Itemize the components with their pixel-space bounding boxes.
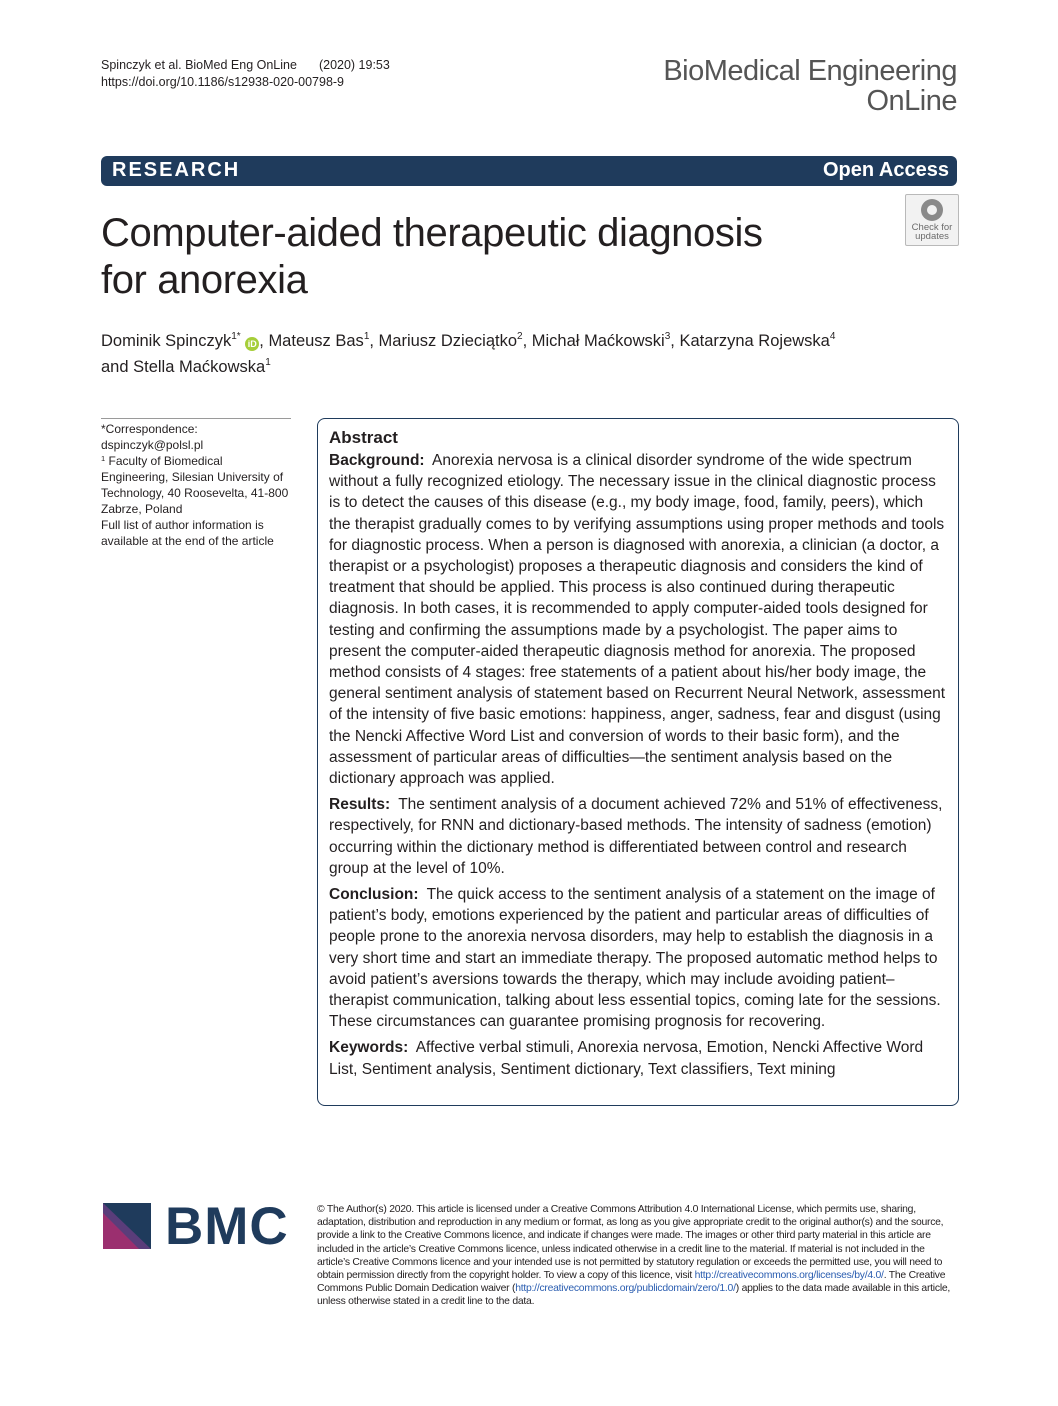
check-for-updates-badge[interactable] [905,194,959,246]
bmc-logo [103,1197,298,1256]
open-access-label: Open Access [823,159,949,181]
abstract-heading: Abstract [329,428,398,447]
abstract-box [317,418,959,1106]
keywords-label: Keywords: [329,1039,409,1057]
citation-year-volume: (2020) 19:53 [318,58,390,72]
check-updates-line2: updates [915,231,949,242]
abstract-conclusion [329,884,947,1032]
bmc-logo-mark-icon [103,1203,153,1251]
license-link-cc-by[interactable]: http://creativecommons.org/licenses/by/4.0/ [694,1270,884,1282]
license-text-2: . The Creative Commons Public Domain Dedication waiver ( [317,1270,946,1295]
citation-authors-journal: Spinczyk et al. BioMed Eng OnLine [101,58,297,72]
affiliation-text: Faculty of Biomedical Engineering, Silesian University of Technology, 40 Roosevelta, 41-800 Zabrze, Poland [101,454,289,516]
section-banner [101,156,957,186]
license-link-cc0[interactable]: http://creativecommons.org/publicdomain/zero/1.0/ [515,1283,736,1295]
results-label: Results: [329,796,391,814]
authors-and: and [101,358,129,376]
license-notice [317,1203,959,1309]
author-name: Mariusz Dzieciątko [378,332,518,350]
journal-name [663,56,957,116]
correspondence-sidebar [101,421,291,549]
results-text: The sentiment analysis of a document achieved 72% and 51% of effectiveness, respectively, for RNN and dictionary-based methods. The intensity of sadness (emotion) occurring within the dictionary method is differentiated between control and research group at the level of 10%. [329,796,943,877]
author-name: Katarzyna Rojewska [679,332,830,350]
affiliation-sup: 1 [101,454,106,463]
author-name: Michał Maćkowski [531,332,665,350]
citation-doi[interactable]: https://doi.org/10.1186/s12938-020-00798-9 [101,75,345,89]
author-name: Mateusz Bas [268,332,364,350]
journal-name-line1: BioMedical Engineering [663,55,957,87]
abstract-background [329,450,947,789]
keywords-text: Affective verbal stimuli, Anorexia nervosa, Emotion, Nencki Affective Word List, Sentiment analysis, Sentiment dictionary, Text classifiers, Text mining [329,1039,924,1078]
section-label: RESEARCH [112,159,241,181]
abstract-results [329,794,947,879]
conclusion-label: Conclusion: [329,886,419,904]
author-info-note: Full list of author information is available at the end of the article [101,518,274,548]
check-updates-icon [921,199,943,221]
license-text-1: © The Author(s) 2020. This article is licensed under a Creative Commons Attribution 4.0 International License, which permits use, sharing, adaptation, distribution and reproduction in any medium or format, as long as you give appropriate credit to the original author(s) and the source, provide a link to the Creative Commons licence, and indicate if changes were made. The images or other third party material in this article are included in the article’s Creative Commons licence, unless indicated otherwise in a credit line to the material. If material is not included in the article’s Creative Commons licence and your intended use is not permitted by statutory regulation or exceeds the permitted use, you will need to obtain permission directly from the copyright holder. To view a copy of this licence, visit [317,1204,944,1282]
license-text-3: ) applies to the data made available in this article, unless otherwise stated in a credit line to the data. [317,1283,951,1308]
conclusion-text: The quick access to the sentiment analysis of a statement on the image of patient’s body, emotions experienced by the patient and particular areas of difficulties of people prone to the anorexia nervosa disorders, may help to establish the diagnosis in a very short time and start an immediate therapy. The proposed automatic method helps to avoid patient’s aversions towards the therapy, which may include avoiding patient–therapist communication, talking about less essential topics, coming late for the sessions. These circumstances can guarantee promising prognosis for recovering. [329,886,941,1031]
author-name: Stella Maćkowska [133,358,266,376]
correspondence-email[interactable]: dspinczyk@polsl.pl [101,438,204,452]
citation-header [101,57,390,91]
author-affiliation-sup: 2 [517,331,523,342]
orcid-icon[interactable]: iD [245,337,259,351]
author-name: Dominik Spinczyk [101,332,232,350]
background-text: Anorexia nervosa is a clinical disorder syndrome of the wide spectrum without a fully recognized etiology. The necessary issue in the clinical diagnostic process is to detect the causes of this disease (e.g., my body image, food, family, peers), which the therapist gradually comes to by verifying assumptions using proper methods and tools for diagnostic process. When a person is diagnosed with anorexia, a clinician (a doctor, a therapist or a psychologist) proposes a therapeutic diagnosis and considers the kind of treatment that should be applied. This process is also continued during therapeutic diagnosis. In both cases, it is recommended to apply computer-aided tools designed for testing and confirming the assumptions made by a psychologist. The paper aims to present the computer-aided therapeutic diagnosis method for anorexia. The proposed method consists of 4 stages: free statements of a patient about his/her body image, the general sentiment analysis of statement based on Recurrent Neural Network, assessment of the intensity of five basic emotions: happiness, anger, sadness, fear and disgust (using the Nencki Affective Word List and conversion of words to their basic form), and the assessment of particular areas of difficulties—the sentiment analysis based on the dictionary approach was applied. [329,452,945,788]
author-affiliation-sup: 1 [265,357,271,368]
affiliation [101,453,291,517]
author-affiliation-sup: 1 [363,331,370,342]
article-title [101,210,861,304]
author-affiliation-sup: 4 [829,331,836,342]
article-title-line1: Computer-aided therapeutic diagnosis [101,211,763,255]
author-list: Dominik Spinczyk$^{1*}$ iD , Mateusz Bas$^1$, Mariusz Dzieciątko$^2$, Michał Maćkowski$^3$, Katarzyna Rojewska$^4$ and Stella Maćkowska$^1$ [101,331,836,376]
bmc-logo-text: BMC [165,1197,289,1256]
article-title-line2: for anorexia [101,258,308,302]
author-affiliation-sup: 3 [664,331,671,342]
correspondence-label: *Correspondence: [101,422,198,436]
background-label: Background: [329,452,425,469]
journal-name-line2: OnLine [866,85,957,117]
author-affiliation-sup: 1* [231,331,241,342]
abstract-keywords [329,1037,947,1079]
check-updates-line1: Check for [911,222,953,233]
sidebar-divider [101,418,291,419]
